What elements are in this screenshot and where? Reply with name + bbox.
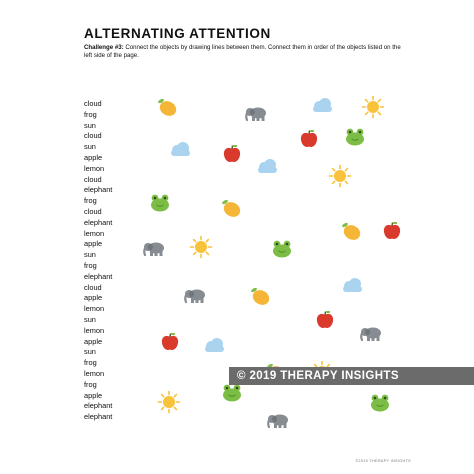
word-list-item: frog [84,109,97,119]
instructions-text: Connect the objects by drawing lines between them. Connect them in order of the objects listed on the left side of the page. [84,44,401,59]
elephant-icon[interactable] [142,236,166,260]
word-list-item: sun [84,120,96,130]
word-list-item: elephant [84,401,113,411]
sun-icon[interactable] [157,390,181,414]
word-list-item: elephant [84,217,113,227]
word-list-item: lemon [84,325,105,335]
word-list-item: cloud [84,99,102,108]
cloud-icon[interactable] [202,334,226,358]
word-list-item: cloud [84,282,102,292]
elephant-icon[interactable] [359,321,383,345]
cloud-icon[interactable] [255,155,279,179]
word-list-item: lemon [84,304,105,314]
apple-icon[interactable] [297,127,321,151]
word-list-item: apple [84,336,103,346]
footer-copyright: ©2019 THERAPY INSIGHTS [355,459,411,463]
lemon-icon[interactable] [339,219,363,243]
watermark-banner: © 2019 THERAPY INSIGHTS [229,367,474,385]
word-list-item: elephant [84,271,113,281]
cloud-icon[interactable] [168,138,192,162]
frog-icon[interactable] [270,236,294,260]
apple-icon[interactable] [220,142,244,166]
lemon-icon[interactable] [155,95,179,119]
elephant-icon[interactable] [244,101,268,125]
elephant-icon[interactable] [266,408,290,432]
word-list-item: sun [84,347,96,357]
word-list-item: lemon [84,368,105,378]
word-list-item: apple [84,152,103,162]
word-list-item: sun [84,314,96,324]
lemon-icon[interactable] [248,284,272,308]
page-title: ALTERNATING ATTENTION [84,26,271,41]
cloud-icon[interactable] [310,94,334,118]
apple-icon[interactable] [158,330,182,354]
word-list-item: sun [84,250,96,260]
word-list-item: apple [84,390,103,400]
challenge-label: Challenge #3: [84,44,124,51]
elephant-icon[interactable] [183,283,207,307]
apple-icon[interactable] [380,219,404,243]
word-list-item: elephant [84,185,113,195]
sun-icon[interactable] [189,235,213,259]
frog-icon[interactable] [368,390,392,414]
word-list-item: elephant [84,412,113,422]
apple-icon[interactable] [313,308,337,332]
sun-icon[interactable] [328,164,352,188]
word-list-item: cloud [84,174,102,184]
sun-icon[interactable] [361,95,385,119]
word-list-item: apple [84,239,103,249]
word-list-item: sun [84,142,96,152]
word-list-item: lemon [84,163,105,173]
frog-icon[interactable] [148,190,172,214]
instructions [84,44,404,60]
word-list-item: cloud [84,206,102,216]
word-list [84,99,112,423]
word-list-item: frog [84,196,97,206]
word-list-item: cloud [84,131,102,141]
word-list-item: apple [84,293,103,303]
cloud-icon[interactable] [340,274,364,298]
word-list-item: lemon [84,228,105,238]
word-list-item: frog [84,379,97,389]
lemon-icon[interactable] [219,196,243,220]
frog-icon[interactable] [343,124,367,148]
word-list-item: frog [84,260,97,270]
word-list-item: frog [84,358,97,368]
